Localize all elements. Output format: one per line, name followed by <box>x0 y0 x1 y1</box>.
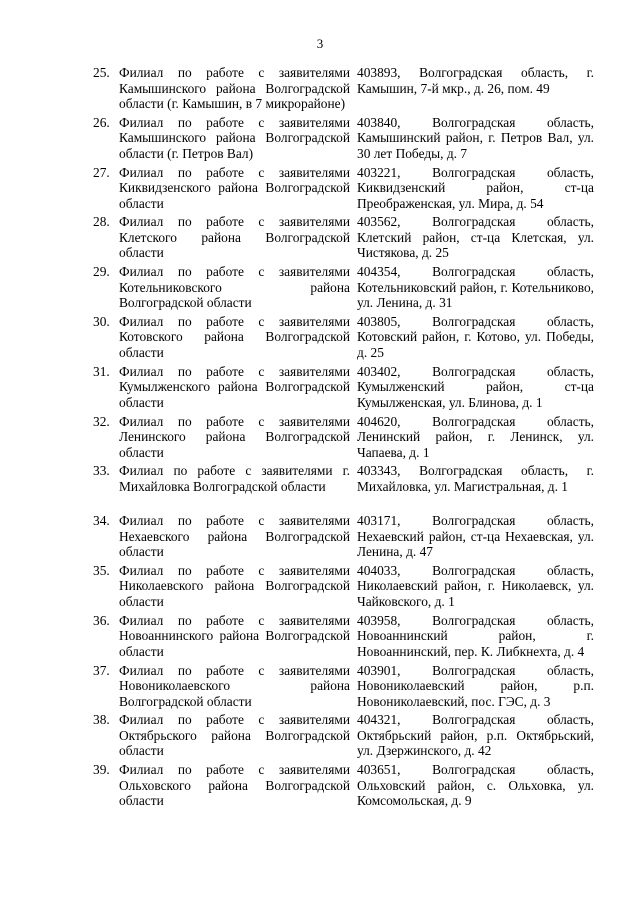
entry-number: 37. <box>93 662 110 678</box>
list-item <box>0 65 640 115</box>
page-number: 3 <box>316 36 324 51</box>
branch-address: 403171, Волгоградская область, Нехаевский район, ст-ца Нехаевская, ул. Ленина, д. 47 <box>357 513 594 560</box>
entry-number: 39. <box>93 762 110 778</box>
list-item <box>0 762 640 812</box>
entry-number: 31. <box>93 363 110 379</box>
branch-name: Филиал по работе с заявителями Киквидзенского района Волгоградской области <box>119 164 350 211</box>
branch-address: 404033, Волгоградская область, Николаевский район, г. Николаевск, ул. Чайковского, д. 1 <box>357 562 594 609</box>
branch-name: Филиал по работе с заявителями Новоаннинского района Волгоградской области <box>119 612 350 659</box>
entry-number: 35. <box>93 562 110 578</box>
entry-number: 30. <box>93 313 110 329</box>
entry-number: 36. <box>93 612 110 628</box>
branch-name: Филиал по работе с заявителями Кумылженского района Волгоградской области <box>119 363 350 410</box>
branch-address: 403901, Волгоградская область, Новониколаевский район, р.п. Новониколаевский, пос. ГЭС, д. 3 <box>357 662 594 709</box>
branch-address: 403805, Волгоградская область, Котовский район, г. Котово, ул. Победы, д. 25 <box>357 313 594 360</box>
entry-number: 34. <box>93 513 110 529</box>
branch-name: Филиал по работе с заявителями Клетского района Волгоградской области <box>119 214 350 261</box>
branch-address: 404620, Волгоградская область, Ленинский район, г. Ленинск, ул. Чапаева, д. 1 <box>357 413 594 460</box>
list-item <box>0 165 640 215</box>
branch-name: Филиал по работе с заявителями Котельниковского района Волгоградской области <box>119 264 350 311</box>
branch-address: 403402, Волгоградская область, Кумылженский район, ст-ца Кумылженская, ул. Блинова, д. 1 <box>357 363 594 410</box>
list-item <box>0 214 640 264</box>
branch-name: Филиал по работе с заявителями Нехаевского района Волгоградской области <box>119 513 350 560</box>
entry-number: 38. <box>93 712 110 728</box>
branch-name: Филиал по работе с заявителями Николаевского района Волгоградской области <box>119 562 350 609</box>
branch-list <box>0 65 640 812</box>
branch-address: 403562, Волгоградская область, Клетский район, ст-ца Клетская, ул. Чистякова, д. 25 <box>357 214 594 261</box>
branch-name: Филиал по работе с заявителями г. Михайловка Волгоградской области <box>119 463 350 494</box>
branch-name: Филиал по работе с заявителями Камышинского района Волгоградской области (г. Петров Вал) <box>119 114 350 161</box>
list-item <box>0 712 640 762</box>
entry-number: 27. <box>93 164 110 180</box>
branch-address: 403651, Волгоградская область, Ольховский район, с. Ольховка, ул. Комсомольская, д. 9 <box>357 762 594 809</box>
entry-number: 26. <box>93 114 110 130</box>
branch-address: 404321, Волгоградская область, Октябрьский район, р.п. Октябрьский, ул. Дзержинского, д. 42 <box>357 712 594 759</box>
list-item <box>0 364 640 414</box>
entry-number: 25. <box>93 65 110 80</box>
branch-address: 403221, Волгоградская область, Киквидзенский район, ст-ца Преображенская, ул. Мира, д. 54 <box>357 164 594 211</box>
entry-number: 32. <box>93 413 110 429</box>
list-item <box>0 414 640 464</box>
branch-address: 404354, Волгоградская область, Котельниковский район, г. Котельниково, ул. Ленина, д. 31 <box>357 264 594 311</box>
branch-address: 403343, Волгоградская область, г. Михайловка, ул. Магистральная, д. 1 <box>357 463 594 494</box>
list-item <box>0 264 640 314</box>
entry-number: 33. <box>93 463 110 479</box>
list-item <box>0 663 640 713</box>
list-item <box>0 613 640 663</box>
entry-number: 29. <box>93 264 110 280</box>
branch-address: 403840, Волгоградская область, Камышинский район, г. Петров Вал, ул. 30 лет Победы, д. 7 <box>357 114 594 161</box>
list-item <box>0 513 640 563</box>
branch-name: Филиал по работе с заявителями Ленинского района Волгоградской области <box>119 413 350 460</box>
branch-address: 403893, Волгоградская область, г. Камышин, 7-й мкр., д. 26, пом. 49 <box>357 65 594 96</box>
branch-name: Филиал по работе с заявителями Октябрьского района Волгоградской области <box>119 712 350 759</box>
entry-number: 28. <box>93 214 110 230</box>
list-item <box>0 563 640 613</box>
list-item <box>0 314 640 364</box>
list-item <box>0 463 640 513</box>
list-item <box>0 115 640 165</box>
branch-name: Филиал по работе с заявителями Ольховского района Волгоградской области <box>119 762 350 809</box>
branch-address: 403958, Волгоградская область, Новоаннинский район, г. Новоаннинский, пер. К. Либкнехта, д. 4 <box>357 612 594 659</box>
branch-name: Филиал по работе с заявителями Новониколаевского района Волгоградской области <box>119 662 350 709</box>
branch-name: Филиал по работе с заявителями Камышинского района Волгоградской области (г. Камышин, в 7 микрорайоне) <box>119 65 350 111</box>
branch-name: Филиал по работе с заявителями Котовского района Волгоградской области <box>119 313 350 360</box>
